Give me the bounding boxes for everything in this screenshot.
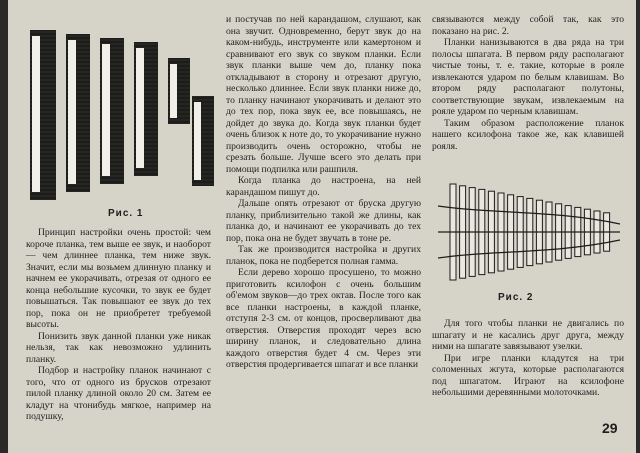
paragraph: Дальше опять отрезают от бруска другую планку, приблизительно такой же длины, как планка до, и начинают ее укорачивать до тех пор, пока она не будет звучать в тоне ре. bbox=[226, 198, 421, 244]
figure-2-caption: Рис. 2 bbox=[498, 292, 534, 303]
figure-2-xylophone bbox=[434, 180, 624, 286]
paragraph: Если дерево хорошо просушено, то можно приготовить ксилофон с очень большим об'емом звуков—до трех октав. После того как все планки настроены, в каждой планке, отступя 2-3 см. от концов, просверливают два отверстия. Отверстия проходят через всю ширину планок, и следовательно длина каждого отверстия будет 4 см. Через эти отверстия продергивается шпагат и все планки bbox=[226, 267, 421, 370]
paragraph: связываются между собой так, как это показано на рис. 2. bbox=[432, 14, 624, 37]
paragraph: и постучав по ней карандашом, слушают, как она звучит. Одновременно, берут звук до на каком-нибудь, инструменте или камертоном и сравнивают его звук со звуком планки. Если звук планки выше чем до, планку пока откладывают в сторону и отрезают другую, несколько длиннее. Если звук планки ниже до, то планку начинают укорачивать и делают это до тех пор, пока звук ее, все повышаясь, не дойдет до звука до. Когда звук планки будет очень близок к ноте до, то укорачивание нужно производить очень осторожно, чтобы не срезать больше. Лучше всего это делать при помощи подпилка или рашпиля. bbox=[226, 14, 421, 175]
paragraph: Понизить звук данной планки уже никак нельзя, так как невозможно удлинить планку. bbox=[26, 330, 211, 365]
paragraph: Когда планка до настроена, на ней карандашом пишут до. bbox=[226, 175, 421, 198]
paragraph: Таким образом расположение планок нашего ксилофона такое же, как клавишей рояля. bbox=[432, 117, 624, 152]
paragraph: Для того чтобы планки не двигались по шпагату и не касались друг друга, между ними на шпагате завязывают узелки. bbox=[432, 318, 624, 352]
bar-1 bbox=[30, 30, 56, 200]
text-column-2 bbox=[226, 14, 421, 371]
bar-3 bbox=[100, 38, 124, 184]
page-number: 29 bbox=[602, 420, 618, 436]
paragraph: При игре планки кладутся на три соломенных жгута, которые располагаются под шпагатом. Играют на ксилофоне небольшими деревянными молоточками. bbox=[432, 352, 624, 398]
text-column-3 bbox=[432, 14, 624, 152]
book-page bbox=[8, 0, 636, 453]
figure-1-bars bbox=[28, 26, 218, 204]
text-column-3-bottom bbox=[432, 318, 624, 399]
text-column-1 bbox=[26, 227, 211, 423]
paragraph: Подбор и настройку планок начинают с того, что от одного из брусков отрезают пилой планку длиной около 20 см. Затем ее кладут на чтонибудь мягкое, например на подушку, bbox=[26, 365, 211, 422]
bar-5 bbox=[168, 58, 190, 124]
bar-2 bbox=[66, 34, 90, 192]
figure-1-caption: Рис. 1 bbox=[108, 208, 144, 219]
bar-4 bbox=[134, 42, 158, 176]
paragraph: Планки нанизываются в два ряда на три полосы шпагата. В первом ряду располагают чистые тоны, т. е. такие, которые в рояле извлекаются ударом по белым клавишам. Во втором ряду располагают полутоны, соответствующие звукам, извлекаемым на рояле ударом по черным клавишам. bbox=[432, 37, 624, 117]
bar-6 bbox=[192, 96, 214, 186]
paragraph: Принцип настройки очень простой: чем короче планка, тем выше ее звук, и наоборот — чем длиннее планка, тем ниже звук. Значит, если мы возьмем длинную планку и начнем ее укорачивать, отрезая от одного ее конца небольшие кусочки, то звук ее будет повышаться. Так повышают ее звук до тех пор, пока он не приобретет требуемой высоты. bbox=[26, 227, 211, 330]
paragraph: Так же производится настройка и других планок, пока не подберется полная гамма. bbox=[226, 244, 421, 267]
